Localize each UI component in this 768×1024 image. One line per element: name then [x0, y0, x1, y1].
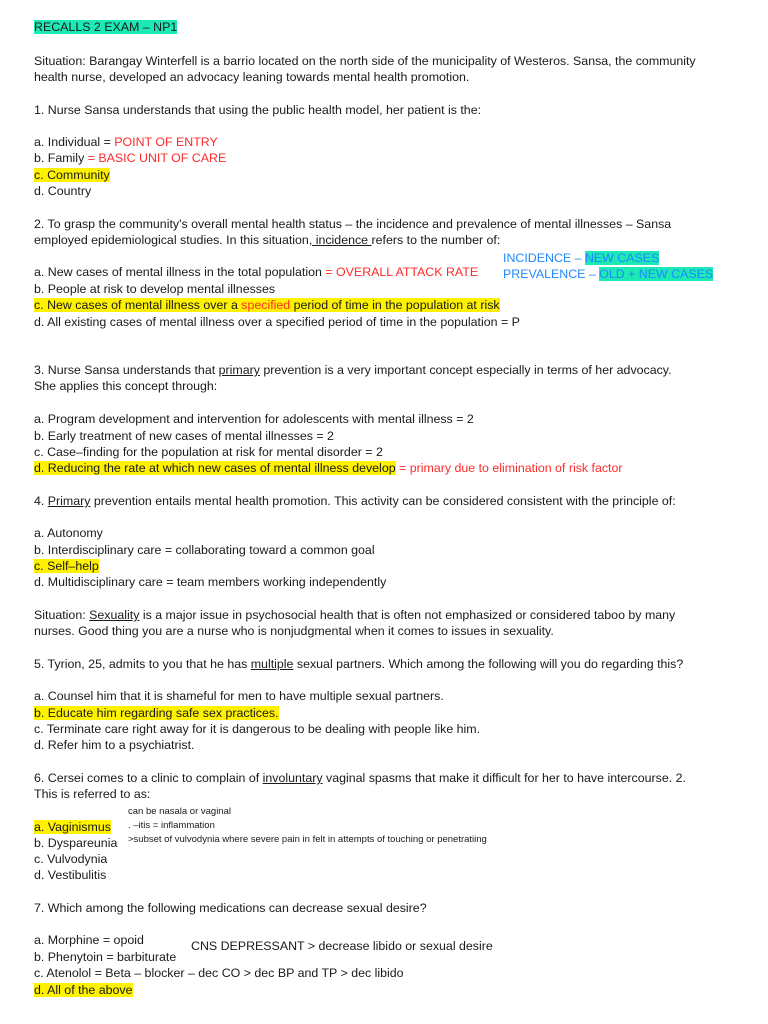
question-6-stem-line-1: 6. Cersei comes to a clinic to complain of involuntary vaginal spasms that make it difficult for her to have intercourse. 2. — [34, 771, 686, 785]
q7-option-b: b. Phenytoin = barbiturate — [34, 950, 177, 964]
question-2-stem-line-1: 2. To grasp the community's overall mental health status – the incidence and prevalence of mental illnesses – Sansa — [34, 217, 672, 231]
q7-option-a: a. Morphine = opoid — [34, 933, 144, 947]
q2-option-c-answer: c. New cases of mental illness over a specified period of time in the population at risk — [34, 298, 500, 312]
q5-option-d: d. Refer him to a psychiatrist. — [34, 738, 195, 752]
q1-option-b-note: = BASIC UNIT OF CARE — [87, 151, 227, 165]
situation-1-line-2: health nurse, developed an advocacy leaning towards mental health promotion. — [34, 70, 470, 84]
q3-option-c: c. Case–finding for the population at risk for mental disorder = 2 — [34, 445, 383, 459]
q5-option-a: a. Counsel him that it is shameful for men to have multiple sexual partners. — [34, 689, 444, 703]
q6-note-1: can be nasala or vaginal — [128, 806, 231, 817]
question-4-stem: 4. Primary prevention entails mental health promotion. This activity can be considered consistent with the principle of: — [34, 494, 676, 508]
question-5-stem: 5. Tyrion, 25, admits to you that he has multiple sexual partners. Which among the following will you do regarding this? — [34, 657, 684, 671]
question-3-stem-line-1: 3. Nurse Sansa understands that primary prevention is a very important concept especially in terms of her advocacy. — [34, 363, 672, 377]
q5-option-b-answer: b. Educate him regarding safe sex practices. — [34, 706, 279, 720]
question-2-stem-line-2: employed epidemiological studies. In this situation, incidence refers to the number of: — [34, 233, 501, 247]
question-6-stem-line-2: This is referred to as: — [34, 787, 151, 801]
prevalence-note: PREVALENCE – OLD + NEW CASES — [503, 267, 714, 281]
question-1-stem: 1. Nurse Sansa understands that using the public health model, her patient is the: — [34, 103, 482, 117]
q2-option-a: a. New cases of mental illness in the total population = OVERALL ATTACK RATE — [34, 265, 479, 279]
q6-note-2: . –itis = inflammation — [128, 820, 215, 831]
q1-option-a-note: POINT OF ENTRY — [114, 135, 218, 149]
q2-option-b: b. People at risk to develop mental illnesses — [34, 282, 276, 296]
q7-cns-note: CNS DEPRESSANT > decrease libido or sexual desire — [191, 939, 493, 953]
incidence-note: INCIDENCE – NEW CASES — [503, 251, 660, 265]
q1-option-a: a. Individual = POINT OF ENTRY — [34, 135, 218, 149]
q1-option-b: b. Family = BASIC UNIT OF CARE — [34, 151, 227, 165]
q4-option-c-answer: c. Self–help — [34, 559, 99, 573]
q3-option-a: a. Program development and intervention for adolescents with mental illness = 2 — [34, 412, 474, 426]
q6-option-c: c. Vulvodynia — [34, 852, 108, 866]
situation-2-line-1: Situation: Sexuality is a major issue in psychosocial health that is often not emphasized or considered taboo by many — [34, 608, 676, 622]
q3-option-b: b. Early treatment of new cases of mental illnesses = 2 — [34, 429, 334, 443]
q4-option-d: d. Multidisciplinary care = team members working independently — [34, 575, 387, 589]
q1-option-d: d. Country — [34, 184, 92, 198]
q4-option-b: b. Interdisciplinary care = collaborating toward a common goal — [34, 543, 375, 557]
q4-option-a: a. Autonomy — [34, 526, 103, 540]
q2-option-d: d. All existing cases of mental illness over a specified period of time in the population = P — [34, 315, 520, 329]
q5-option-c: c. Terminate care right away for it is dangerous to be dealing with people like him. — [34, 722, 481, 736]
q3-option-d-note: = primary due to elimination of risk factor — [395, 461, 623, 475]
situation-1-line-1: Situation: Barangay Winterfell is a barrio located on the north side of the municipality of Westeros. Sansa, the community — [34, 54, 696, 68]
q7-option-c: c. Atenolol = Beta – blocker – dec CO > dec BP and TP > dec libido — [34, 966, 404, 980]
q6-option-b: b. Dyspareunia — [34, 836, 118, 850]
q6-option-a-answer: a. Vaginismus — [34, 820, 111, 834]
situation-2-line-2: nurses. Good thing you are a nurse who is nonjudgmental when it comes to issues in sexuality. — [34, 624, 554, 638]
q6-option-d: d. Vestibulitis — [34, 868, 107, 882]
q3-option-d-answer: d. Reducing the rate at which new cases of mental illness develop = primary due to elimination of risk factor — [34, 461, 623, 475]
document-title: RECALLS 2 EXAM – NP1 — [34, 20, 178, 34]
question-3-stem-line-2: She applies this concept through: — [34, 379, 218, 393]
q7-option-d-answer: d. All of the above — [34, 983, 133, 997]
question-7-stem: 7. Which among the following medications can decrease sexual desire? — [34, 901, 427, 915]
q6-note-3: >subset of vulvodynia where severe pain in felt in attempts of touching or penetratiing — [128, 834, 487, 845]
q2-option-a-note: = OVERALL ATTACK RATE — [325, 265, 479, 279]
q1-option-c-answer: c. Community — [34, 168, 110, 182]
